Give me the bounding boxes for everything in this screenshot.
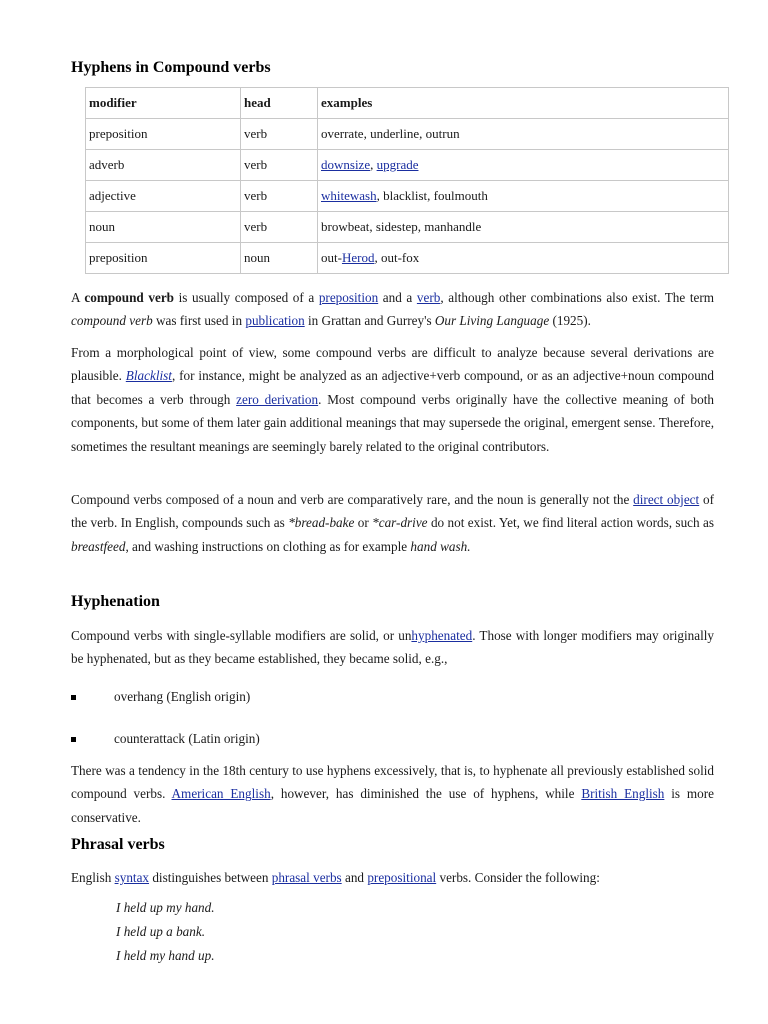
- link-upgrade[interactable]: upgrade: [376, 157, 419, 172]
- list-item-text: overhang (English origin): [114, 689, 251, 704]
- cell-examples: [318, 243, 729, 274]
- link-downsize[interactable]: downsize: [321, 157, 371, 172]
- cell-modifier: preposition: [86, 119, 241, 150]
- link-zero-derivation[interactable]: zero derivation: [236, 391, 319, 407]
- example-sentence: I held up a bank.: [116, 924, 205, 939]
- table-row: [86, 212, 729, 243]
- separator: ,: [370, 157, 377, 172]
- cell-modifier: adjective: [86, 181, 241, 212]
- cell-head: verb: [241, 181, 318, 212]
- header-head: head: [241, 88, 318, 119]
- italic-term: compound verb: [71, 313, 153, 329]
- paragraph-hyphenation: [71, 624, 714, 671]
- examples-pre: out-: [321, 250, 342, 265]
- text: (1925).: [549, 313, 591, 329]
- paragraph-morphology: [71, 341, 714, 458]
- text: From a morphological point of view, some compound verbs are difficult to analyze because several derivations are plausible.: [71, 345, 714, 384]
- bold-term: compound verb: [84, 290, 175, 305]
- text: , however, has diminished the use of hyphens, while: [270, 786, 582, 802]
- heading-phrasal-verbs: Phrasal verbs: [71, 836, 165, 853]
- cell-modifier: adverb: [86, 150, 241, 181]
- italic-example: *bread-bake: [288, 515, 355, 531]
- text: verbs. Consider the following:: [436, 870, 600, 885]
- text: , and washing instructions on clothing as for example: [125, 538, 411, 554]
- table-row: [86, 150, 729, 181]
- link-phrasal-verbs[interactable]: phrasal verbs: [271, 870, 342, 885]
- link-prepositional[interactable]: prepositional: [367, 870, 437, 885]
- link-publication[interactable]: publication: [245, 313, 305, 329]
- cell-examples: browbeat, sidestep, manhandle: [318, 212, 729, 243]
- text: and: [341, 870, 368, 885]
- cell-examples: overrate, underline, outrun: [318, 119, 729, 150]
- paragraph-noun-verb: [71, 488, 714, 558]
- link-whitewash[interactable]: whitewash: [321, 188, 377, 203]
- text: of the verb. In English, compounds such as: [71, 492, 714, 531]
- link-blacklist[interactable]: Blacklist: [125, 368, 172, 384]
- text: is more conservative.: [71, 786, 714, 825]
- text: do not exist. Yet, we find literal action words, such as: [427, 515, 714, 531]
- text: Compound verbs composed of a noun and verb are comparatively rare, and the noun is generally not the: [71, 492, 634, 507]
- table-header-row: [86, 88, 729, 119]
- bullet-square-icon: [71, 695, 76, 700]
- table-row: [86, 119, 729, 150]
- text: distinguishes between: [149, 870, 272, 885]
- link-verb[interactable]: verb: [416, 290, 441, 305]
- cell-examples: [318, 150, 729, 181]
- compound-verbs-table: [85, 87, 729, 274]
- bullet-square-icon: [71, 737, 76, 742]
- text: , for instance, might be analyzed as an adjective+verb compound, or as an adjective+noun compound that becomes a verb through: [71, 368, 714, 407]
- cell-head: verb: [241, 150, 318, 181]
- link-hyphenated[interactable]: hyphenated: [411, 628, 473, 643]
- table-row: [86, 181, 729, 212]
- heading-hyphenation: Hyphenation: [71, 593, 160, 610]
- text: is usually composed of a: [174, 290, 319, 305]
- link-british-english[interactable]: British English: [581, 786, 665, 802]
- paragraph-compound-verb-definition: [71, 286, 714, 333]
- cell-modifier: noun: [86, 212, 241, 243]
- cell-examples: [318, 181, 729, 212]
- cell-modifier: preposition: [86, 243, 241, 274]
- link-preposition[interactable]: preposition: [318, 290, 379, 305]
- examples-rest: , blacklist, foulmouth: [376, 188, 488, 203]
- header-modifier: modifier: [86, 88, 241, 119]
- cell-head: noun: [241, 243, 318, 274]
- heading-hyphens-in-compound-verbs: Hyphens in Compound verbs: [71, 59, 271, 76]
- example-sentence: I held my hand up.: [116, 948, 215, 963]
- link-syntax[interactable]: syntax: [114, 870, 150, 885]
- table-row: [86, 243, 729, 274]
- italic-example: *car-drive: [372, 515, 428, 531]
- text: , although other combinations also exist. The term: [440, 290, 714, 305]
- list-item: [71, 731, 260, 747]
- paragraph-18th-century: [71, 759, 714, 829]
- text: in Grattan and Gurrey's: [304, 313, 435, 329]
- text: There was a tendency in the 18th century to use hyphens excessively, that is, to hyphenate all previously established solid compound verbs.: [71, 763, 714, 802]
- italic-example: hand wash.: [410, 538, 471, 554]
- text: was first used in: [152, 313, 246, 329]
- italic-example: breastfeed: [71, 538, 126, 554]
- text: and a: [378, 290, 417, 305]
- text: Compound verbs with single-syllable modifiers are solid, or un: [71, 628, 412, 643]
- link-herod[interactable]: Herod: [341, 250, 375, 265]
- examples-rest: , out-fox: [374, 250, 420, 265]
- header-examples: examples: [318, 88, 729, 119]
- text: or: [354, 515, 373, 531]
- list-item-text: counterattack (Latin origin): [114, 731, 260, 746]
- list-item: [71, 689, 250, 705]
- italic-book-title: Our Living Language: [434, 313, 550, 329]
- example-sentence: I held up my hand.: [116, 900, 215, 915]
- link-direct-object[interactable]: direct object: [633, 492, 700, 507]
- link-american-english[interactable]: American English: [171, 786, 271, 802]
- text: . Most compound verbs originally have the collective meaning of both components, but some of them later gain additional meanings that may supersede the original, emergent sense. Therefore, sometimes the resultant meanings are seemingly barely related to the original contributors.: [71, 391, 714, 454]
- text: A: [71, 290, 85, 305]
- text: English: [71, 870, 115, 885]
- cell-head: verb: [241, 212, 318, 243]
- paragraph-phrasal-verbs: [71, 866, 714, 889]
- text: . Those with longer modifiers may originally be hyphenated, but as they became established, they became solid, e.g.,: [71, 628, 714, 667]
- cell-head: verb: [241, 119, 318, 150]
